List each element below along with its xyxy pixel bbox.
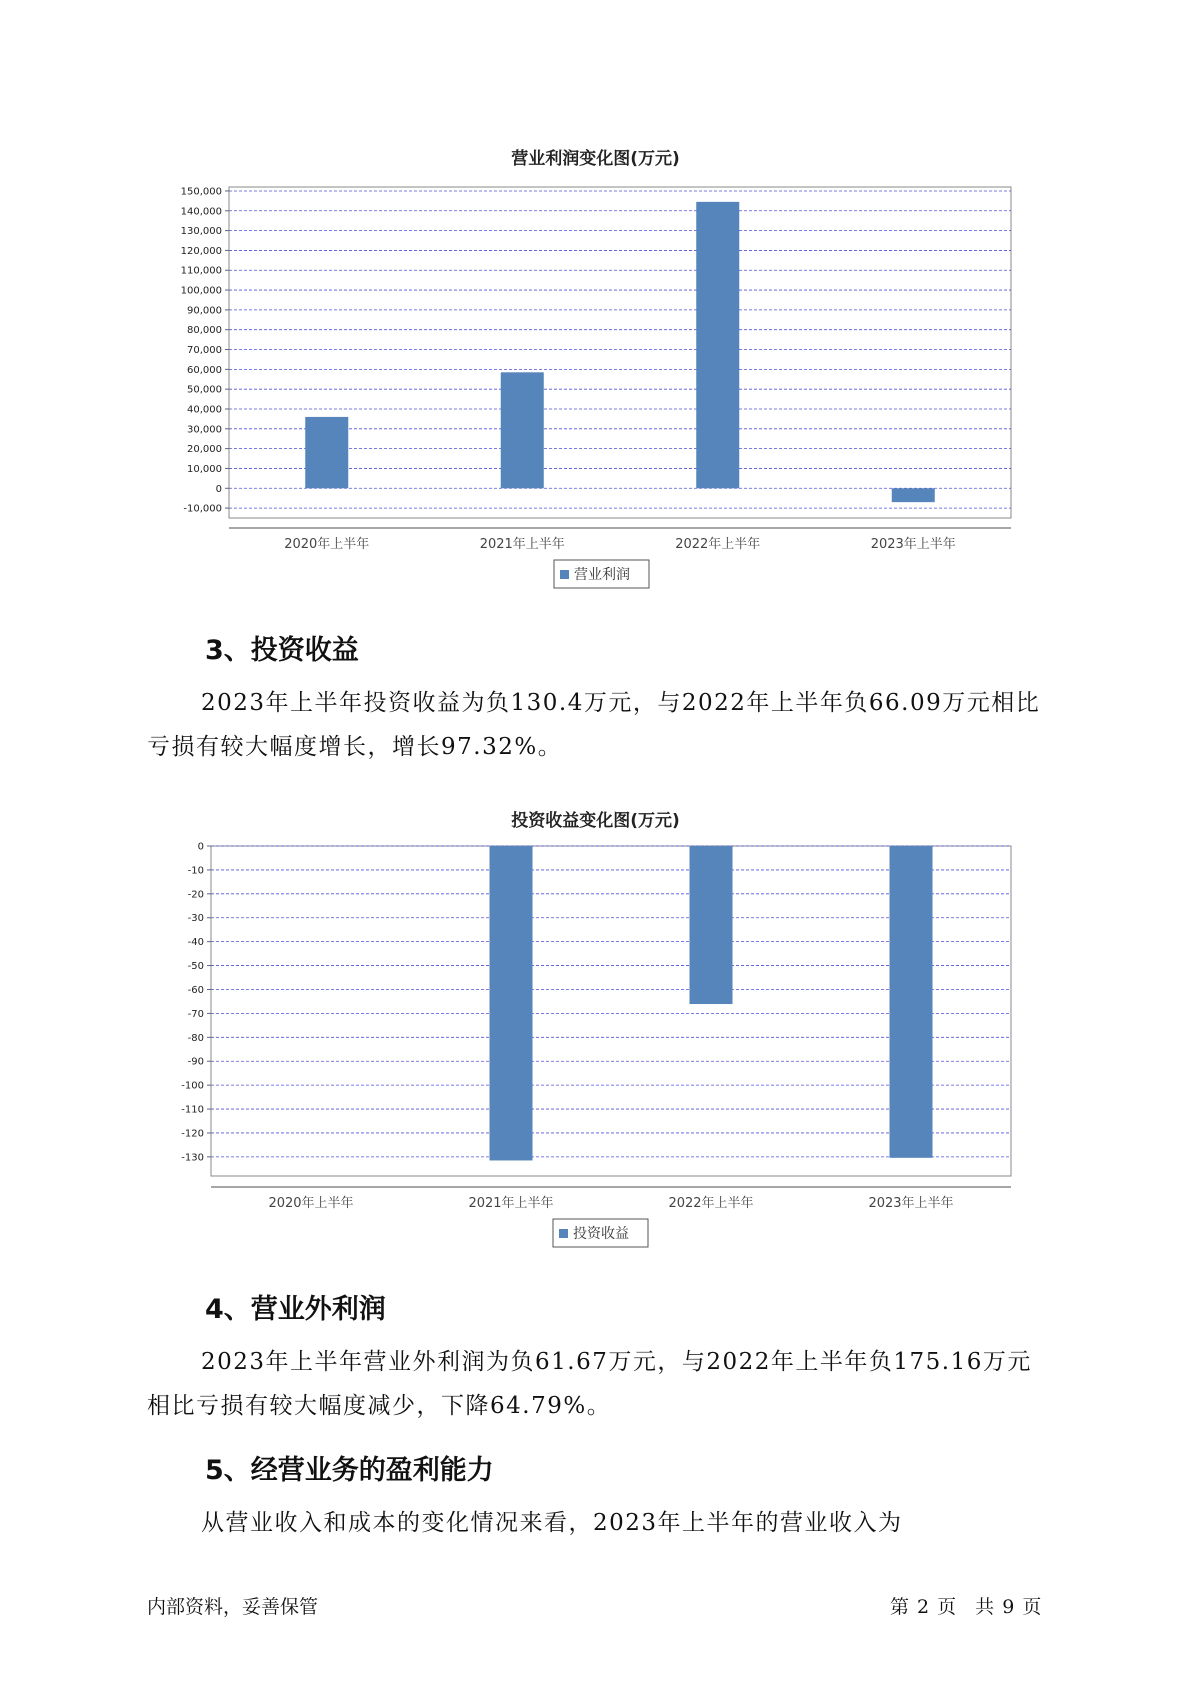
y-tick-label: -130 bbox=[181, 1152, 204, 1164]
y-tick-label: 10,000 bbox=[187, 463, 222, 475]
section-5-heading: 5、经营业务的盈利能力 bbox=[205, 1455, 494, 1486]
y-tick-label: 20,000 bbox=[187, 444, 222, 456]
y-tick-label: -20 bbox=[187, 889, 204, 901]
x-category-label: 2022年上半年 bbox=[668, 1196, 754, 1211]
y-tick-label: -40 bbox=[187, 937, 204, 949]
chart-title-operating-profit: 营业利润变化图(万元) bbox=[511, 149, 680, 169]
bar-4 bbox=[890, 846, 933, 1158]
x-category-label: 2021年上半年 bbox=[468, 1196, 554, 1211]
section-5-paragraph: 从营业收入和成本的变化情况来看，2023年上半年的营业收入为 bbox=[201, 1510, 903, 1536]
x-category-label: 2023年上半年 bbox=[868, 1196, 954, 1211]
x-category-label: 2020年上半年 bbox=[284, 537, 370, 552]
section-3-paragraph: 2023年上半年投资收益为负130.4万元，与2022年上半年负66.09万元相比亏损有较大幅度增长，增长97.32%。 bbox=[147, 690, 1041, 760]
y-tick-label: -80 bbox=[187, 1032, 204, 1044]
y-tick-label: -70 bbox=[187, 1008, 204, 1020]
y-tick-label: 90,000 bbox=[187, 305, 222, 317]
x-category-label: 2023年上半年 bbox=[870, 537, 956, 552]
y-tick-label: -110 bbox=[181, 1104, 204, 1116]
footer-page-number: 第 2 页 共 9 页 bbox=[890, 1596, 1042, 1618]
y-tick-label: 100,000 bbox=[180, 285, 222, 297]
legend-swatch bbox=[559, 1229, 568, 1238]
y-tick-label: 120,000 bbox=[180, 245, 222, 257]
y-tick-label: 150,000 bbox=[180, 186, 222, 198]
section-4-paragraph: 2023年上半年营业外利润为负61.67万元，与2022年上半年负175.16万元相比亏损有较大幅度减少，下降64.79%。 bbox=[147, 1349, 1032, 1419]
y-tick-label: 0 bbox=[215, 483, 222, 495]
x-category-label: 2020年上半年 bbox=[268, 1196, 354, 1211]
y-tick-label: -60 bbox=[187, 984, 204, 996]
legend-label: 营业利润 bbox=[574, 567, 630, 583]
y-tick-label: 40,000 bbox=[187, 404, 222, 416]
x-category-label: 2021年上半年 bbox=[479, 537, 565, 552]
section-4-heading: 4、营业外利润 bbox=[205, 1294, 386, 1325]
y-tick-label: -10,000 bbox=[183, 503, 222, 515]
y-tick-label: 110,000 bbox=[180, 265, 222, 277]
y-tick-label: -100 bbox=[181, 1080, 204, 1092]
y-tick-label: 130,000 bbox=[180, 226, 222, 238]
y-tick-label: -50 bbox=[187, 961, 204, 973]
legend-label: 投资收益 bbox=[573, 1226, 629, 1242]
y-tick-label: 50,000 bbox=[187, 384, 222, 396]
y-tick-label: 0 bbox=[197, 841, 204, 853]
x-category-label: 2022年上半年 bbox=[675, 537, 761, 552]
footer-confidential-note: 内部资料，妥善保管 bbox=[147, 1596, 319, 1618]
y-tick-label: 60,000 bbox=[187, 364, 222, 376]
bar-2 bbox=[490, 846, 533, 1160]
y-tick-label: 30,000 bbox=[187, 424, 222, 436]
y-tick-label: 140,000 bbox=[180, 206, 222, 218]
y-tick-label: -10 bbox=[187, 865, 204, 877]
y-tick-label: -90 bbox=[187, 1056, 204, 1068]
chart-title-investment-income: 投资收益变化图(万元) bbox=[511, 811, 680, 831]
y-tick-label: 70,000 bbox=[187, 345, 222, 357]
y-tick-label: 80,000 bbox=[187, 325, 222, 337]
y-tick-label: -30 bbox=[187, 913, 204, 925]
bar-3 bbox=[690, 846, 733, 1004]
y-tick-label: -120 bbox=[181, 1128, 204, 1140]
section-3-heading: 3、投资收益 bbox=[205, 635, 359, 666]
